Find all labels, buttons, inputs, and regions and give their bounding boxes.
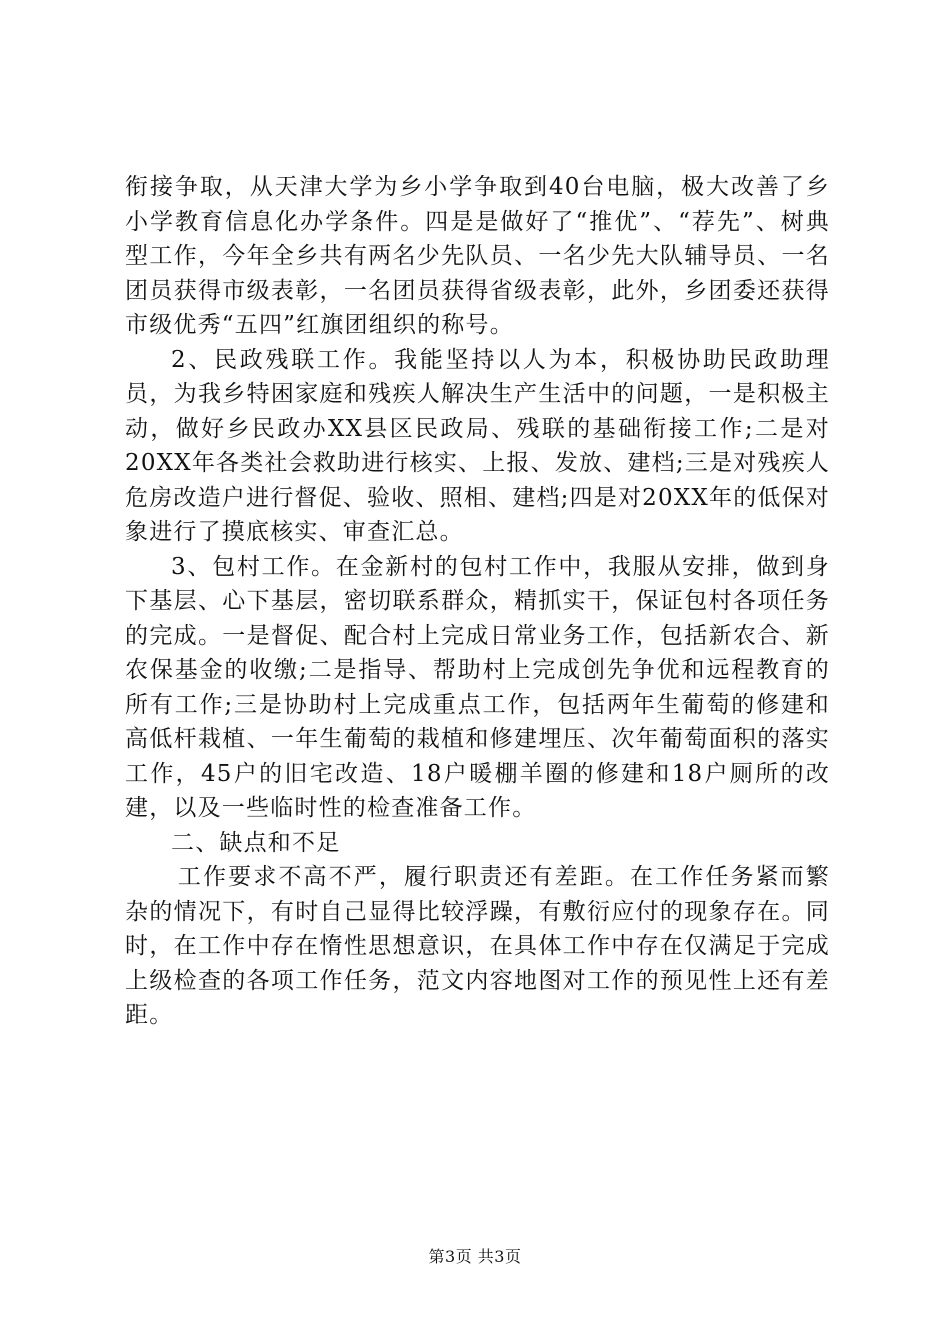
section-heading-shortcomings: 二、缺点和不足 <box>171 829 341 856</box>
document-body <box>125 170 830 1033</box>
paragraph-youth-league-continued: 衔接争取，从天津大学为乡小学争取到40台电脑，极大改善了乡小学教育信息化办学条件。四是是做好了“推优”、“荐先”、树典型工作，今年全乡共有两名少先队员、一名少先大队辅导员、一名团员获得市级表彰，一名团员获得省级表彰，此外，乡团委还获得市级优秀“五四”红旗团组织的称号。 <box>125 174 830 338</box>
page-footer: 第3页 共3页 <box>428 1247 522 1266</box>
paragraph-civil-affairs: 2、民政残联工作。我能坚持以人为本，积极协助民政助理员，为我乡特困家庭和残疾人解决生产生活中的问题，一是积极主动，做好乡民政办XX县区民政局、残联的基础衔接工作;二是对20XX年各类社会救助进行核实、上报、发放、建档;三是对残疾人危房改造户进行督促、验收、照相、建档;四是对20XX年的低保对象进行了摸底核实、审查汇总。 <box>125 346 830 545</box>
paragraph-village-work: 3、包村工作。在金新村的包村工作中，我服从安排，做到身下基层、心下基层，密切联系群众，精抓实干，保证包村各项任务的完成。一是督促、配合村上完成日常业务工作，包括新农合、新农保基金的收缴;二是指导、帮助村上完成创先争优和远程教育的所有工作;三是协助村上完成重点工作，包括两年生葡萄的修建和高低杆栽植、一年生葡萄的栽植和修建埋压、次年葡萄面积的落实工作，45户的旧宅改造、18户暖棚羊圈的修建和18户厕所的改建，以及一些临时性的检查准备工作。 <box>125 553 830 821</box>
paragraph-shortcomings: 工作要求不高不严，履行职责还有差距。在工作任务紧而繁杂的情况下，有时自己显得比较浮躁，有敷衍应付的现象存在。同时，在工作中存在惰性思想意识，在具体工作中存在仅满足于完成上级检查的各项工作任务，范文内容地图对工作的预见性上还有差距。 <box>125 864 830 1028</box>
